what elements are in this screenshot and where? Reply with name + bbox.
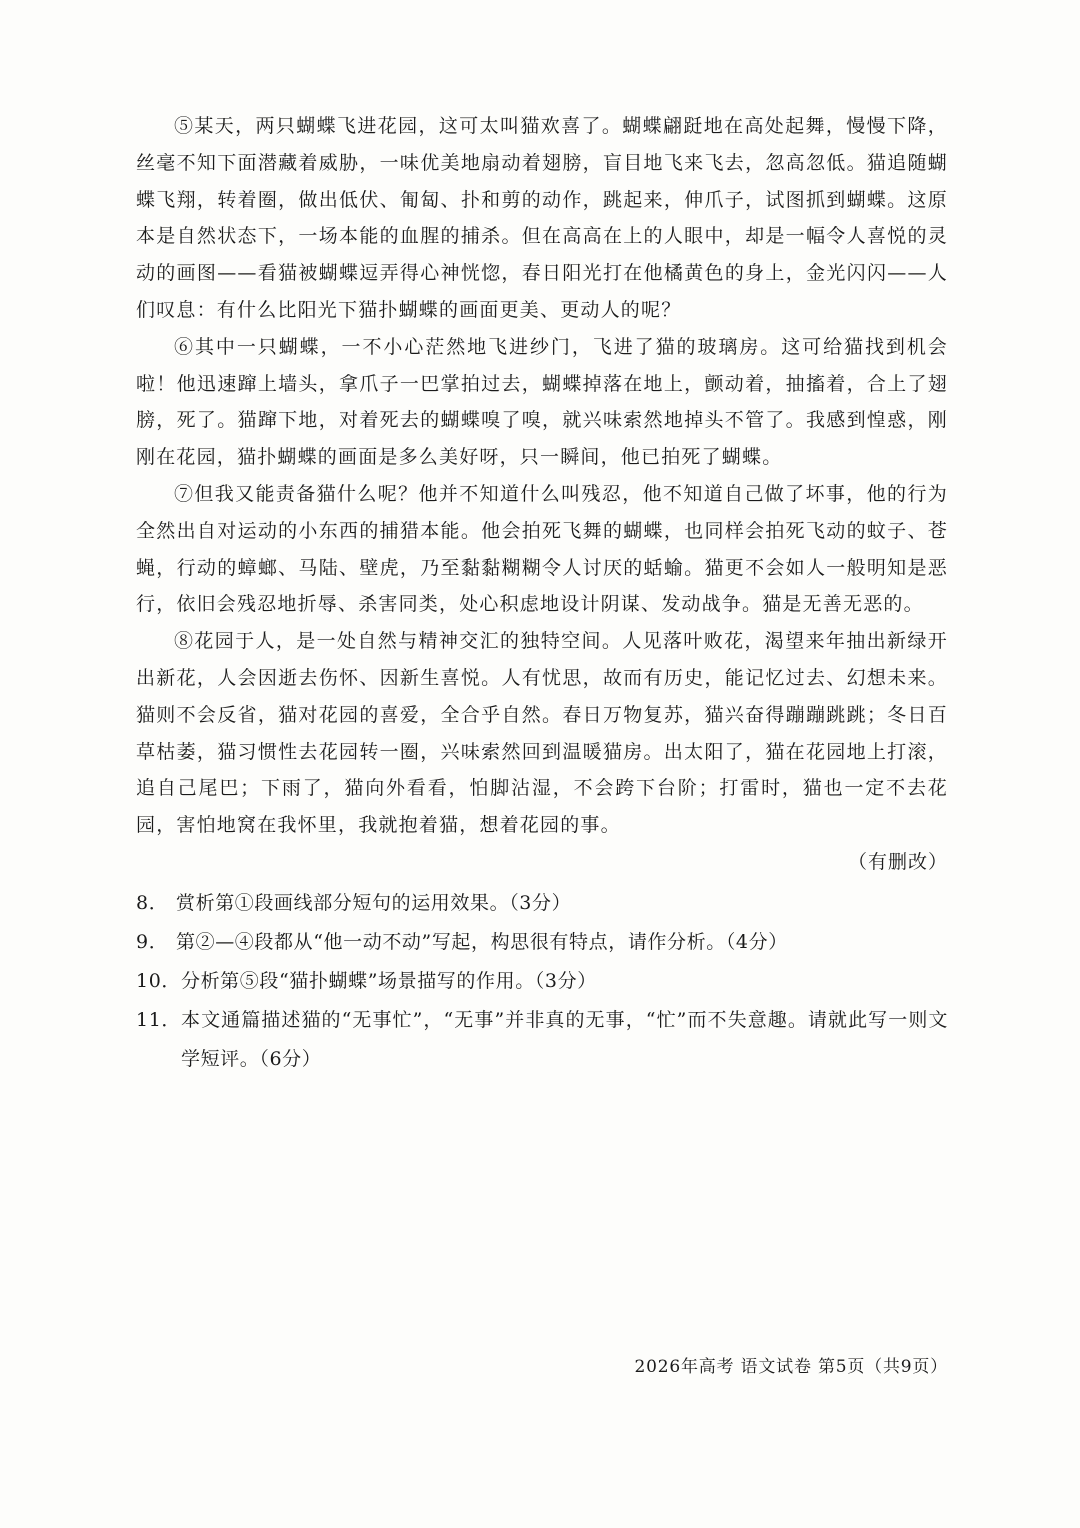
question-text: 第②—④段都从“他一动不动”写起，构思很有特点，请作分析。（4分） [176,930,788,953]
question-number: 11． [136,1008,181,1031]
paragraph-5: ⑤某天，两只蝴蝶飞进花园，这可太叫猫欢喜了。蝴蝶翩跹地在高处起舞，慢慢下降，丝毫不知下面潜藏着威胁，一味优美地扇动着翅膀，盲目地飞来飞去，忽高忽低。猫追随蝴蝶飞翔，转着圈，做出低伏、匍匐、扑和剪的动作，跳起来，伸爪子，试图抓到蝴蝶。这原本是自然状态下，一场本能的血腥的捕杀。但在高高在上的人眼中，却是一幅令人喜悦的灵动的画图——看猫被蝴蝶逗弄得心神恍惚，春日阳光打在他橘黄色的身上，金光闪闪——人们叹息：有什么比阳光下猫扑蝴蝶的画面更美、更动人的呢？ [136,115,948,321]
source-note: （有删改） [847,850,948,873]
question-list [136,884,948,1079]
page-content [136,108,948,1079]
question-number: 9． [136,930,169,953]
question-text: 赏析第①段画线部分短句的运用效果。（3分） [176,891,572,914]
paragraph-6: ⑥其中一只蝴蝶，一不小心茫然地飞进纱门，飞进了猫的玻璃房。这可给猫找到机会啦！他迅速蹿上墙头，拿爪子一巴掌拍过去，蝴蝶掉落在地上，颤动着，抽搐着，合上了翅膀，死了。猫蹿下地，对着死去的蝴蝶嗅了嗅，就兴味索然地掉头不管了。我感到惶惑，刚刚在花园，猫扑蝴蝶的画面是多么美好呀，只一瞬间，他已拍死了蝴蝶。 [136,335,948,469]
question-number: 8． [136,891,169,914]
question-number: 10． [136,969,181,992]
paragraph-8: ⑧花园于人，是一处自然与精神交汇的独特空间。人见落叶败花，渴望来年抽出新绿开出新花，人会因逝去伤怀、因新生喜悦。人有忧思，故而有历史，能记忆过去、幻想未来。猫则不会反省，猫对花园的喜爱，全合乎自然。春日万物复苏，猫兴奋得蹦蹦跳跳；冬日百草枯萎，猫习惯性去花园转一圈，兴味索然回到温暖猫房。出太阳了，猫在花园地上打滚，追自己尾巴；下雨了，猫向外看看，怕脚沾湿，不会跨下台阶；打雷时，猫也一定不去花园，害怕地窝在我怀里，我就抱着猫，想着花园的事。 [136,630,948,837]
question-10 [136,962,948,1001]
question-9 [136,923,948,962]
question-8 [136,884,948,923]
page-footer: 2026年高考 语文试卷 第5页（共9页） [634,1357,948,1377]
question-11 [136,1001,948,1079]
question-text: 分析第⑤段“猫扑蝴蝶”场景描写的作用。（3分） [180,969,597,992]
question-text: 本文通篇描述猫的“无事忙”，“无事”并非真的无事，“忙”而不失意趣。请就此写一则文学短评。（6分） [180,1008,948,1070]
paragraph-7: ⑦但我又能责备猫什么呢？他并不知道什么叫残忍，他不知道自己做了坏事，他的行为全然出自对运动的小东西的捕猎本能。他会拍死飞舞的蝴蝶，也同样会拍死飞动的蚊子、苍蝇，行动的蟑螂、马陆、壁虎，乃至黏黏糊糊令人讨厌的蛞蝓。猫更不会如人一般明知是恶行，依旧会残忍地折辱、杀害同类，处心积虑地设计阴谋、发动战争。猫是无善无恶的。 [136,482,948,616]
